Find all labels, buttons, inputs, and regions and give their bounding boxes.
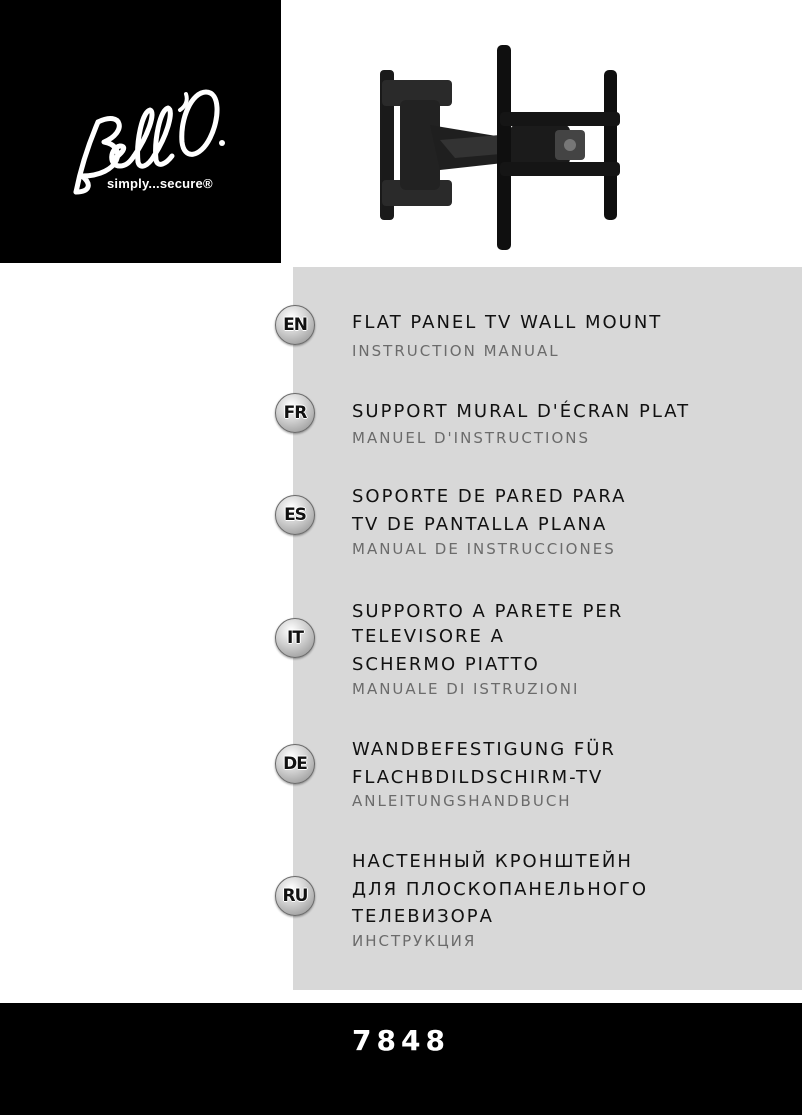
- subtitle-de: ANLEITUNGSHANDBUCH: [352, 792, 572, 810]
- subtitle-it: MANUALE DI ISTRUZIONI: [352, 680, 580, 698]
- subtitle-ru: ИНСТРУКЦИЯ: [352, 932, 477, 950]
- title-it-line-3: SCHERMO PIATTO: [352, 654, 540, 675]
- tv-mount-product-image: [360, 30, 660, 260]
- lang-badge-it: IT: [275, 618, 315, 658]
- subtitle-es: MANUAL DE INSTRUCCIONES: [352, 540, 616, 558]
- lang-badge-ru: RU: [275, 876, 315, 916]
- footer-bar: [0, 1003, 802, 1115]
- subtitle-fr: MANUEL D'INSTRUCTIONS: [352, 429, 591, 447]
- title-en-line-1: FLAT PANEL TV WALL MOUNT: [352, 312, 663, 333]
- title-it-line-1: SUPPORTO A PARETE PER: [352, 601, 624, 622]
- title-de-line-1: WANDBEFESTIGUNG FÜR: [352, 739, 616, 760]
- title-ru-line-1: НАСТЕННЫЙ КРОНШТЕЙН: [352, 851, 633, 872]
- lang-badge-en: EN: [275, 305, 315, 345]
- bello-logo: [0, 0, 281, 263]
- brand-tagline: simply...secure®: [107, 176, 213, 191]
- model-number: 7848: [352, 1024, 450, 1057]
- title-ru-line-3: ТЕЛЕВИЗОРА: [352, 906, 494, 927]
- title-es-line-2: TV DE PANTALLA PLANA: [352, 514, 608, 535]
- lang-badge-es: ES: [275, 495, 315, 535]
- subtitle-en: INSTRUCTION MANUAL: [352, 342, 560, 360]
- title-ru-line-2: ДЛЯ ПЛОСКОПАНЕЛЬНОГО: [352, 879, 649, 900]
- brand-logo-box: [0, 0, 281, 263]
- title-es-line-1: SOPORTE DE PARED PARA: [352, 486, 627, 507]
- lang-badge-de: DE: [275, 744, 315, 784]
- title-de-line-2: FLACHBDILDSCHIRM-TV: [352, 767, 604, 788]
- lang-badge-fr: FR: [275, 393, 315, 433]
- title-it-line-2: TELEVISORE A: [352, 626, 505, 647]
- title-fr-line-1: SUPPORT MURAL D'ÉCRAN PLAT: [352, 401, 691, 422]
